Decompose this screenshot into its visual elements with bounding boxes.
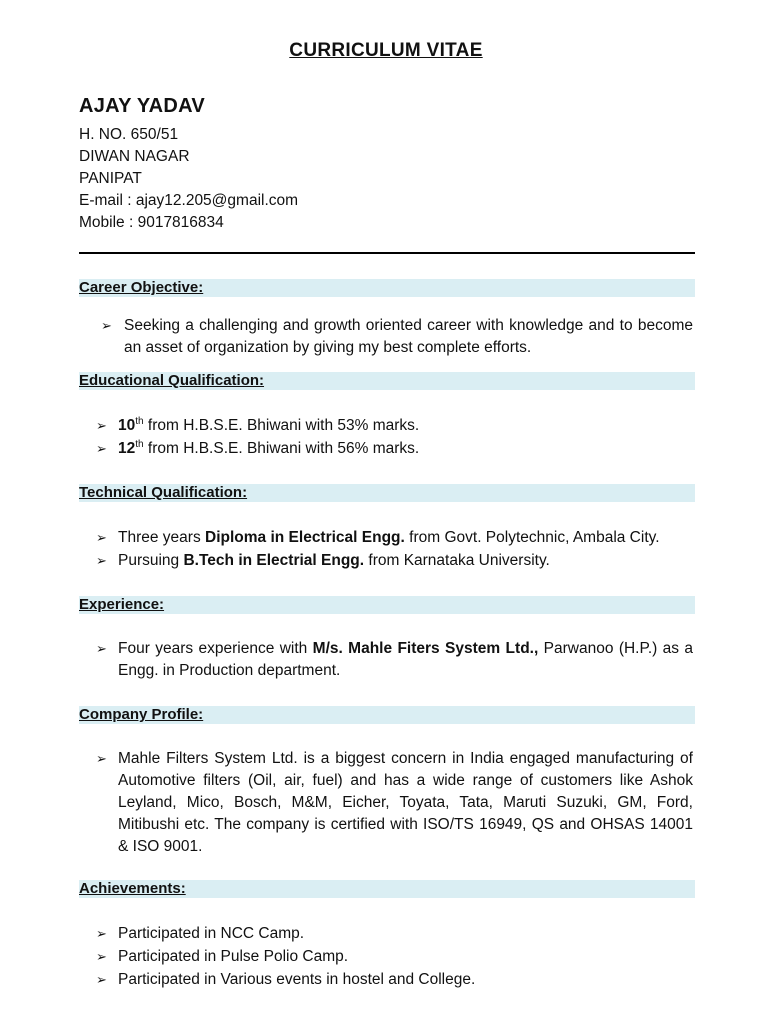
address-house: H. NO. 650/51: [79, 126, 179, 143]
section-heading-label: Career Objective:: [79, 279, 204, 296]
item-text-pre: Four years experience with: [118, 640, 313, 657]
arrow-bullet-icon: ➢: [101, 318, 112, 333]
experience-list: [96, 638, 693, 682]
email-line: E-mail : ajay12.205@gmail.com: [79, 192, 299, 209]
section-heading-label: Educational Qualification:: [79, 372, 265, 389]
section-heading-career: [79, 279, 695, 297]
item-text-bold: Diploma in Electrical Engg.: [205, 529, 405, 546]
achievement-text: Participated in NCC Camp.: [118, 925, 305, 942]
list-item: [101, 315, 693, 359]
item-text-bold: B.Tech in Electrial Engg.: [183, 552, 365, 569]
item-text-post: Parwanoo (H.P.) as a Engg. in Production department.: [118, 640, 694, 679]
item-text-pre: Three years: [118, 529, 206, 546]
address-city: PANIPAT: [79, 170, 142, 187]
list-item: [96, 638, 693, 682]
list-item: [96, 969, 693, 991]
arrow-bullet-icon: ➢: [96, 553, 107, 568]
document-title: CURRICULUM VITAE: [289, 40, 483, 61]
achievement-text: Participated in Various events in hostel and College.: [118, 971, 476, 988]
section-heading-achievements: [79, 880, 695, 898]
section-heading-label: Company Profile:: [79, 706, 204, 723]
section-heading-label: Experience:: [79, 596, 165, 613]
section-heading-label: Achievements:: [79, 880, 186, 897]
item-text-post: from Govt. Polytechnic, Ambala City.: [404, 529, 660, 546]
grade-suffix: th: [135, 415, 144, 427]
list-item: [96, 527, 693, 550]
company-list: [96, 748, 693, 858]
list-item: [96, 748, 693, 858]
section-heading-company: [79, 706, 695, 724]
career-objective-text: Seeking a challenging and growth oriented career with knowledge and to become an asset of organization by giving my best complete efforts.: [124, 317, 693, 356]
list-item: [96, 946, 693, 969]
grade-suffix: th: [135, 438, 144, 450]
education-list: [96, 415, 693, 460]
address-area: DIWAN NAGAR: [79, 148, 190, 165]
contact-block: [79, 124, 298, 234]
section-heading-label: Technical Qualification:: [79, 484, 248, 501]
arrow-bullet-icon: ➢: [96, 926, 107, 941]
grade-detail: from H.B.S.E. Bhiwani with 56% marks.: [143, 440, 420, 457]
header-divider: [79, 252, 695, 254]
arrow-bullet-icon: ➢: [96, 972, 107, 987]
item-text-post: from Karnataka University.: [364, 552, 550, 569]
section-heading-technical: [79, 484, 695, 502]
list-item: [96, 438, 693, 460]
section-heading-education: [79, 372, 695, 390]
candidate-name: AJAY YADAV: [79, 95, 206, 117]
list-item: [96, 550, 693, 572]
mobile-line: Mobile : 9017816834: [79, 214, 224, 231]
arrow-bullet-icon: ➢: [96, 949, 107, 964]
grade-label: 10: [118, 417, 136, 434]
list-item: [96, 415, 693, 438]
list-item: [96, 923, 693, 946]
arrow-bullet-icon: ➢: [96, 641, 107, 656]
grade-label: 12: [118, 440, 136, 457]
section-heading-experience: [79, 596, 695, 614]
technical-list: [96, 527, 693, 572]
company-profile-text: Mahle Filters System Ltd. is a biggest concern in India engaged manufacturing of Automotive filters (Oil, air, fuel) and has a wide range of customers like Ashok Leyland, Mico, Bosch, M&M, Eicher, Toyata, Tata, Maruti Suzuki, GM, Ford, Mitibushi etc. The company is certified with ISO/TS 16949, QS and OHSAS 14001 & ISO 9001.: [118, 750, 693, 855]
grade-detail: from H.B.S.E. Bhiwani with 53% marks.: [143, 417, 420, 434]
achievement-text: Participated in Pulse Polio Camp.: [118, 948, 349, 965]
achievements-list: [96, 923, 693, 991]
arrow-bullet-icon: ➢: [96, 441, 107, 456]
arrow-bullet-icon: ➢: [96, 418, 107, 433]
career-list: [101, 315, 693, 359]
item-text-bold: M/s. Mahle Fiters System Ltd.,: [312, 640, 539, 657]
item-text-pre: Pursuing: [118, 552, 184, 569]
arrow-bullet-icon: ➢: [96, 751, 107, 766]
arrow-bullet-icon: ➢: [96, 530, 107, 545]
